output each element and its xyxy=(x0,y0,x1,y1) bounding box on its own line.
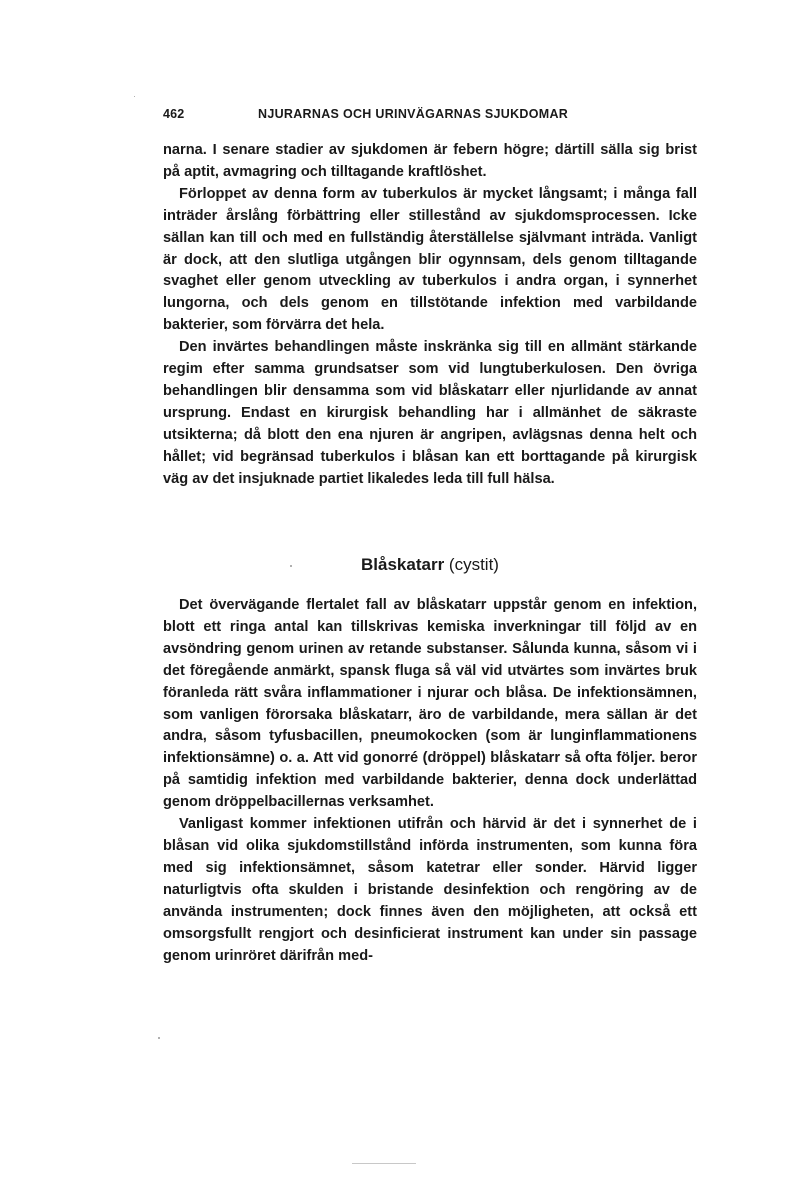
page-header xyxy=(163,107,697,125)
text-block-after-section xyxy=(163,595,697,967)
paragraph: Den invärtes behandlingen måste inskränka sig till en allmänt stärkande regim efter samma grundsatser som vid lungtuberkulosen. Den övriga behandlingen blir densamma som vid blåskatarr eller njurlidande av annat ursprung. Endast en kirurgisk behandling har i allmänhet de säkraste utsikterna; då blott den ena njuren är angripen, avlägsnas denna helt och hållet; vid begränsad tuberkulos i blåsan kan ett borttagande på kirurgisk väg av det insjuknade partiet likaledes leda till full hälsa. xyxy=(163,339,697,487)
bottom-rule xyxy=(352,1163,416,1164)
scan-speck xyxy=(158,1037,160,1039)
book-page xyxy=(163,0,697,1189)
section-subtitle: (cystit) xyxy=(448,555,499,574)
paragraph: Det övervägande flertalet fall av blåskatarr uppstår genom en infektion, blott ett ringa antal kan tillskrivas kemiska inverkningar till följd av en avsöndring genom urinen av retande substanser. Sålunda kunna, såsom vi i det föregående anmärkt, spansk fluga så väl vid utvärtes som invärtes bruk föranleda rätt svåra inflammationer i njurar och blåsa. De infektionsämnen, som vanligen förorsaka blåskatarr, äro de varbildande, mera sällan är det andra, såsom tyfusbacillen, pneumokocken (som är lunginflammationens infektionsämne) o. a. Att vid gonorré (dröppel) blåskatarr så ofta följer. beror på samtidig infektion med varbildande bakterier, denna dock underlättad genom dröppelbacillernas verksamhet. xyxy=(163,597,697,811)
scan-speck xyxy=(134,96,135,97)
section-heading xyxy=(163,553,697,577)
scan-speck xyxy=(290,565,292,567)
section-title: Blåskatarr xyxy=(361,555,445,574)
paragraph: Förloppet av denna form av tuberkulos är mycket långsamt; i många fall inträder årslång förbättring eller stillestånd av sjukdomsprocessen. Icke sällan kan till och med en fullständig återställelse självmant inträda. Vanligt är dock, att den slutliga utgången blir ogynnsam, dels genom tilltagande svaghet eller genom utveckling av tuberkulos i andra organ, i synnerhet lungorna, och dels genom en tillstötande infektion med varbildande bakterier, som förvärra det hela. xyxy=(163,185,697,334)
paragraph: narna. I senare stadier av sjukdomen är febern högre; därtill sälla sig brist på aptit, avmagring och tilltagande kraftlöshet. xyxy=(163,142,697,180)
paragraph: Vanligast kommer infektionen utifrån och härvid är det i synnerhet de i blåsan vid olika sjukdomstillstånd införda instrumenten, som kunna föra med sig infektionsämnet, såsom katetrar eller sonder. Härvid ligger naturligtvis ofta skulden i bristande desinfektion och rengöring av de använda instrumenten; dock finnes även den möjligheten, att också ett omsorgsfullt rengjort och desinficierat instrument kan under sin passage genom urinröret därifrån med- xyxy=(163,816,697,964)
page-number: 462 xyxy=(163,107,185,121)
running-title: NJURARNAS OCH URINVÄGARNAS SJUKDOMAR xyxy=(258,107,569,121)
text-block-before-section xyxy=(163,140,697,491)
